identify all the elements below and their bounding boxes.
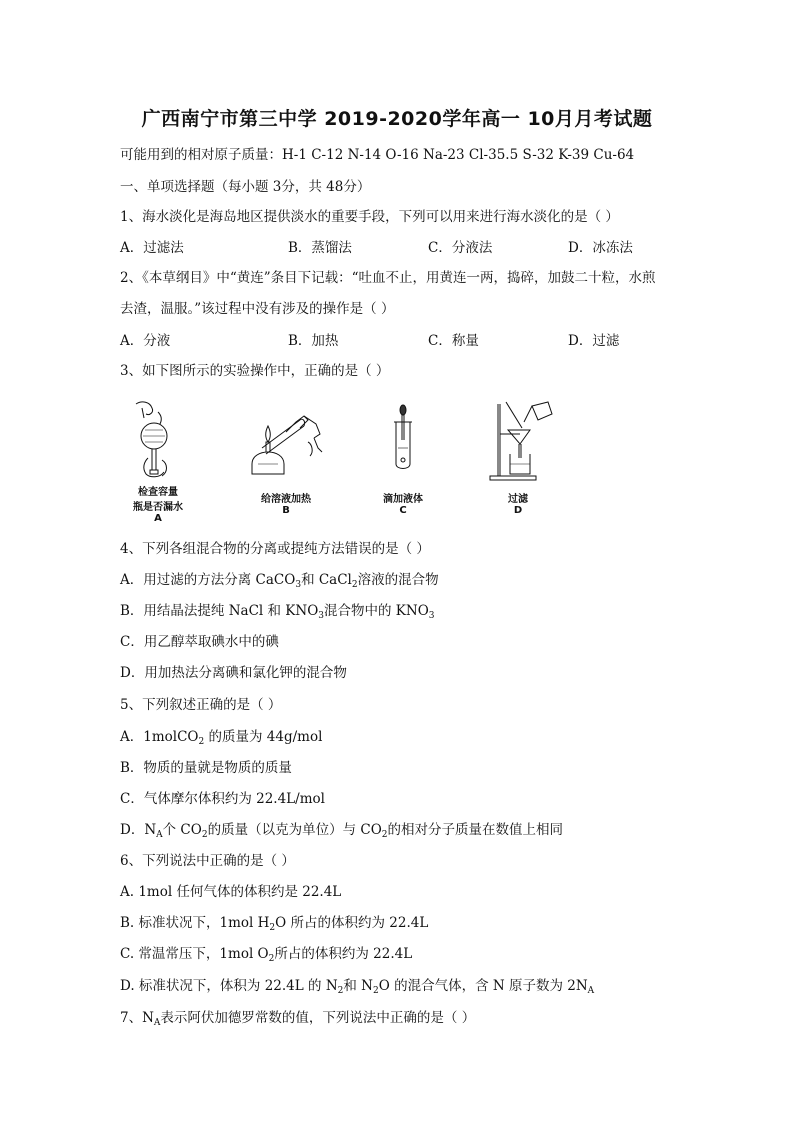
figure-c-label: C <box>399 505 407 516</box>
q5-option-b: B．物质的量就是物质的质量 <box>120 760 292 776</box>
q6-option-b: B. 标准状况下，1mol $H_2O$ 所占的体积约为 22.4L <box>120 915 429 933</box>
q2-option-a: A．分液 <box>120 333 171 349</box>
q2-option-c: C．称量 <box>428 333 479 349</box>
q6-option-c: C. 常温常压下，1mol $O_2$所占的体积约为 22.4L <box>120 946 413 964</box>
question-1-stem: 1、海水淡化是海岛地区提供淡水的重要手段，下列可以用来进行海水淡化的是（ ） <box>120 209 619 225</box>
section-heading: 一、单项选择题（每小题 3分，共 48分） <box>120 179 371 195</box>
q1-option-d: D．冰冻法 <box>568 240 633 256</box>
q6-option-d: D. 标准状况下，体积为 22.4L 的 $N_2$和 $N_2O$ 的混合气体，含 N 原子数为 $2N_A$ <box>120 978 595 996</box>
q1-option-a: A．过滤法 <box>120 240 184 256</box>
atomic-masses: 可能用到的相对原子质量：H-1 C-12 N-14 O-16 Na-23 Cl-35.5 S-32 K-39 Cu-64 <box>120 147 635 163</box>
figure-d-label: D <box>513 505 523 516</box>
question-5-stem: 5、下列叙述正确的是（ ） <box>120 697 282 713</box>
figure-c-caption: 滴加液体 C <box>366 490 440 516</box>
q5-option-c: C．气体摩尔体积约为 22.4L/mol <box>120 791 325 807</box>
q2-option-d: D．过滤 <box>568 333 620 349</box>
q5-option-d: D．$N_A$个 $CO_2$的质量（以克为单位）与 $CO_2$的相对分子质量在数值上相同 <box>120 822 564 840</box>
figure-b-label: B <box>282 505 290 516</box>
q1-option-c: C．分液法 <box>428 240 493 256</box>
q4-option-b: B．用结晶法提纯 NaCl 和 $KNO_3$混合物中的 $KNO_3$ <box>120 603 435 621</box>
heating-test-tube-figure <box>244 412 328 482</box>
question-3-stem: 3、如下图所示的实验操作中，正确的是（ ） <box>120 363 390 379</box>
page-title: 广西南宁市第三中学 2019-2020学年高一 10月月考试题 <box>141 108 653 130</box>
figure-a-label: A <box>154 513 162 524</box>
filtration-setup-figure <box>486 398 558 484</box>
q4-option-a: A．用过滤的方法分离 CaCO$_3$和 CaCl$_2$溶液的混合物 <box>120 572 439 590</box>
question-2-stem-line2: 去渣，温服。”该过程中没有涉及的操作是（ ） <box>120 301 395 317</box>
figure-d-caption: 过滤 D <box>486 490 550 516</box>
volumetric-flask-figure <box>128 398 188 480</box>
figure-a-caption: 检查容量 瓶是否漏水 A <box>118 483 198 524</box>
q2-option-b: B．加热 <box>288 333 339 349</box>
q6-option-a: A. 1mol 任何气体的体积约是 22.4L <box>120 884 342 900</box>
question-6-stem: 6、下列说法中正确的是（ ） <box>120 853 295 869</box>
q1-option-b: B．蒸馏法 <box>288 240 352 256</box>
question-2-stem-line1: 2、《本草纲目》中“黄连”条目下记载：“吐血不止，用黄连一两，捣碎，加鼓二十粒，水煎 <box>120 270 656 286</box>
question-4-stem: 4、下列各组混合物的分离或提纯方法错误的是（ ） <box>120 541 430 557</box>
q4-option-d: D．用加热法分离碘和氯化钾的混合物 <box>120 665 347 681</box>
figure-b-caption: 给溶液加热 B <box>244 490 328 516</box>
q4-option-c: C．用乙醇萃取碘水中的碘 <box>120 634 279 650</box>
q5-option-a: A．1molCO$_2$ 的质量为 44g/mol <box>120 729 323 747</box>
dropper-test-tube-figure <box>388 404 418 472</box>
question-7-stem: 7、$N_A$表示阿伏加德罗常数的值，下列说法中正确的是（ ） <box>120 1010 476 1028</box>
